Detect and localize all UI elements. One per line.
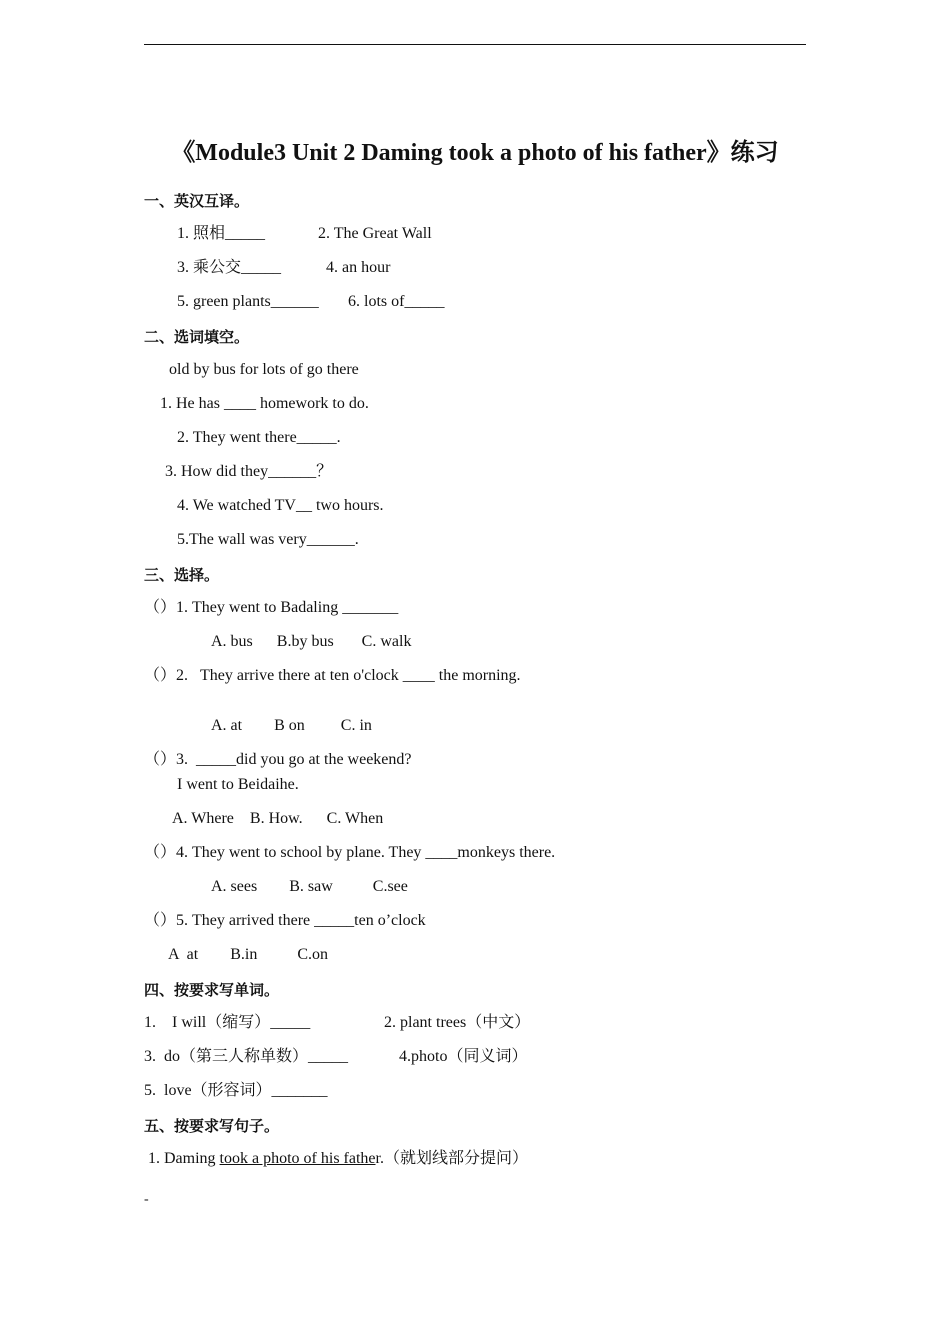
section2-heading: 二、选词填空。 — [144, 328, 250, 346]
s1-item-2: 2. The Great Wall — [318, 225, 432, 242]
s3-q1-options: A. bus B.by bus C. walk — [211, 633, 412, 650]
footer-mark: - — [144, 1192, 149, 1207]
section1-heading: 一、英汉互译。 — [144, 192, 250, 210]
page-title: 《Module3 Unit 2 Daming took a photo of his father》练习 — [171, 140, 779, 166]
s2-item-5: 5.The wall was very______. — [177, 531, 359, 548]
s4-item-4: 4.photo（同义词） — [399, 1048, 528, 1065]
header-rule — [144, 44, 806, 45]
s3-q1: （）1. They went to Badaling _______ — [144, 599, 399, 616]
section5-heading: 五、按要求写句子。 — [144, 1117, 280, 1135]
s1-item-1: 1. 照相_____ — [177, 225, 266, 242]
s4-item-1: 1. I will（缩写）_____ — [144, 1014, 311, 1031]
s5-item-1-underlined: took a photo of his fathe — [219, 1150, 376, 1167]
s3-q4: （）4. They went to school by plane. They ____monkeys there. — [144, 844, 556, 861]
s1-item-6: 6. lots of_____ — [348, 293, 445, 310]
s3-q4-options: A. sees B. saw C.see — [211, 878, 408, 895]
s1-item-4: 4. an hour — [326, 259, 391, 276]
s2-item-4: 4. We watched TV__ two hours. — [177, 497, 384, 514]
s5-item-1-prefix: 1. Daming — [148, 1150, 220, 1167]
s5-item-1-suffix: r.（就划线部分提问） — [375, 1150, 528, 1167]
s3-q3: （）3. _____did you go at the weekend? — [144, 751, 412, 768]
s1-item-5: 5. green plants______ — [177, 293, 319, 310]
s2-item-1: 1. He has ____ homework to do. — [160, 395, 369, 412]
s3-q5-options: A at B.in C.on — [168, 946, 329, 963]
s3-q3-options: A. Where B. How. C. When — [172, 810, 384, 827]
s2-item-3: 3. How did they______？ — [165, 463, 333, 480]
section3-heading: 三、选择。 — [144, 566, 220, 584]
s2-item-2: 2. They went there_____. — [177, 429, 341, 446]
s5-item-1 — [148, 1149, 528, 1169]
s4-item-2: 2. plant trees（中文） — [384, 1014, 531, 1031]
s3-q3-answer: I went to Beidaihe. — [177, 776, 299, 793]
s3-q2: （）2. They arrive there at ten o'clock ____ the morning. — [144, 667, 521, 684]
s1-item-3: 3. 乘公交_____ — [177, 259, 282, 276]
s3-q5: （）5. They arrived there _____ten o’clock — [144, 912, 426, 929]
word-bank: old by bus for lots of go there — [169, 361, 359, 378]
s4-item-5: 5. love（形容词）_______ — [144, 1082, 328, 1099]
s4-item-3: 3. do（第三人称单数）_____ — [144, 1048, 349, 1065]
section4-heading: 四、按要求写单词。 — [144, 981, 280, 999]
s3-q2-options: A. at B on C. in — [211, 717, 372, 734]
